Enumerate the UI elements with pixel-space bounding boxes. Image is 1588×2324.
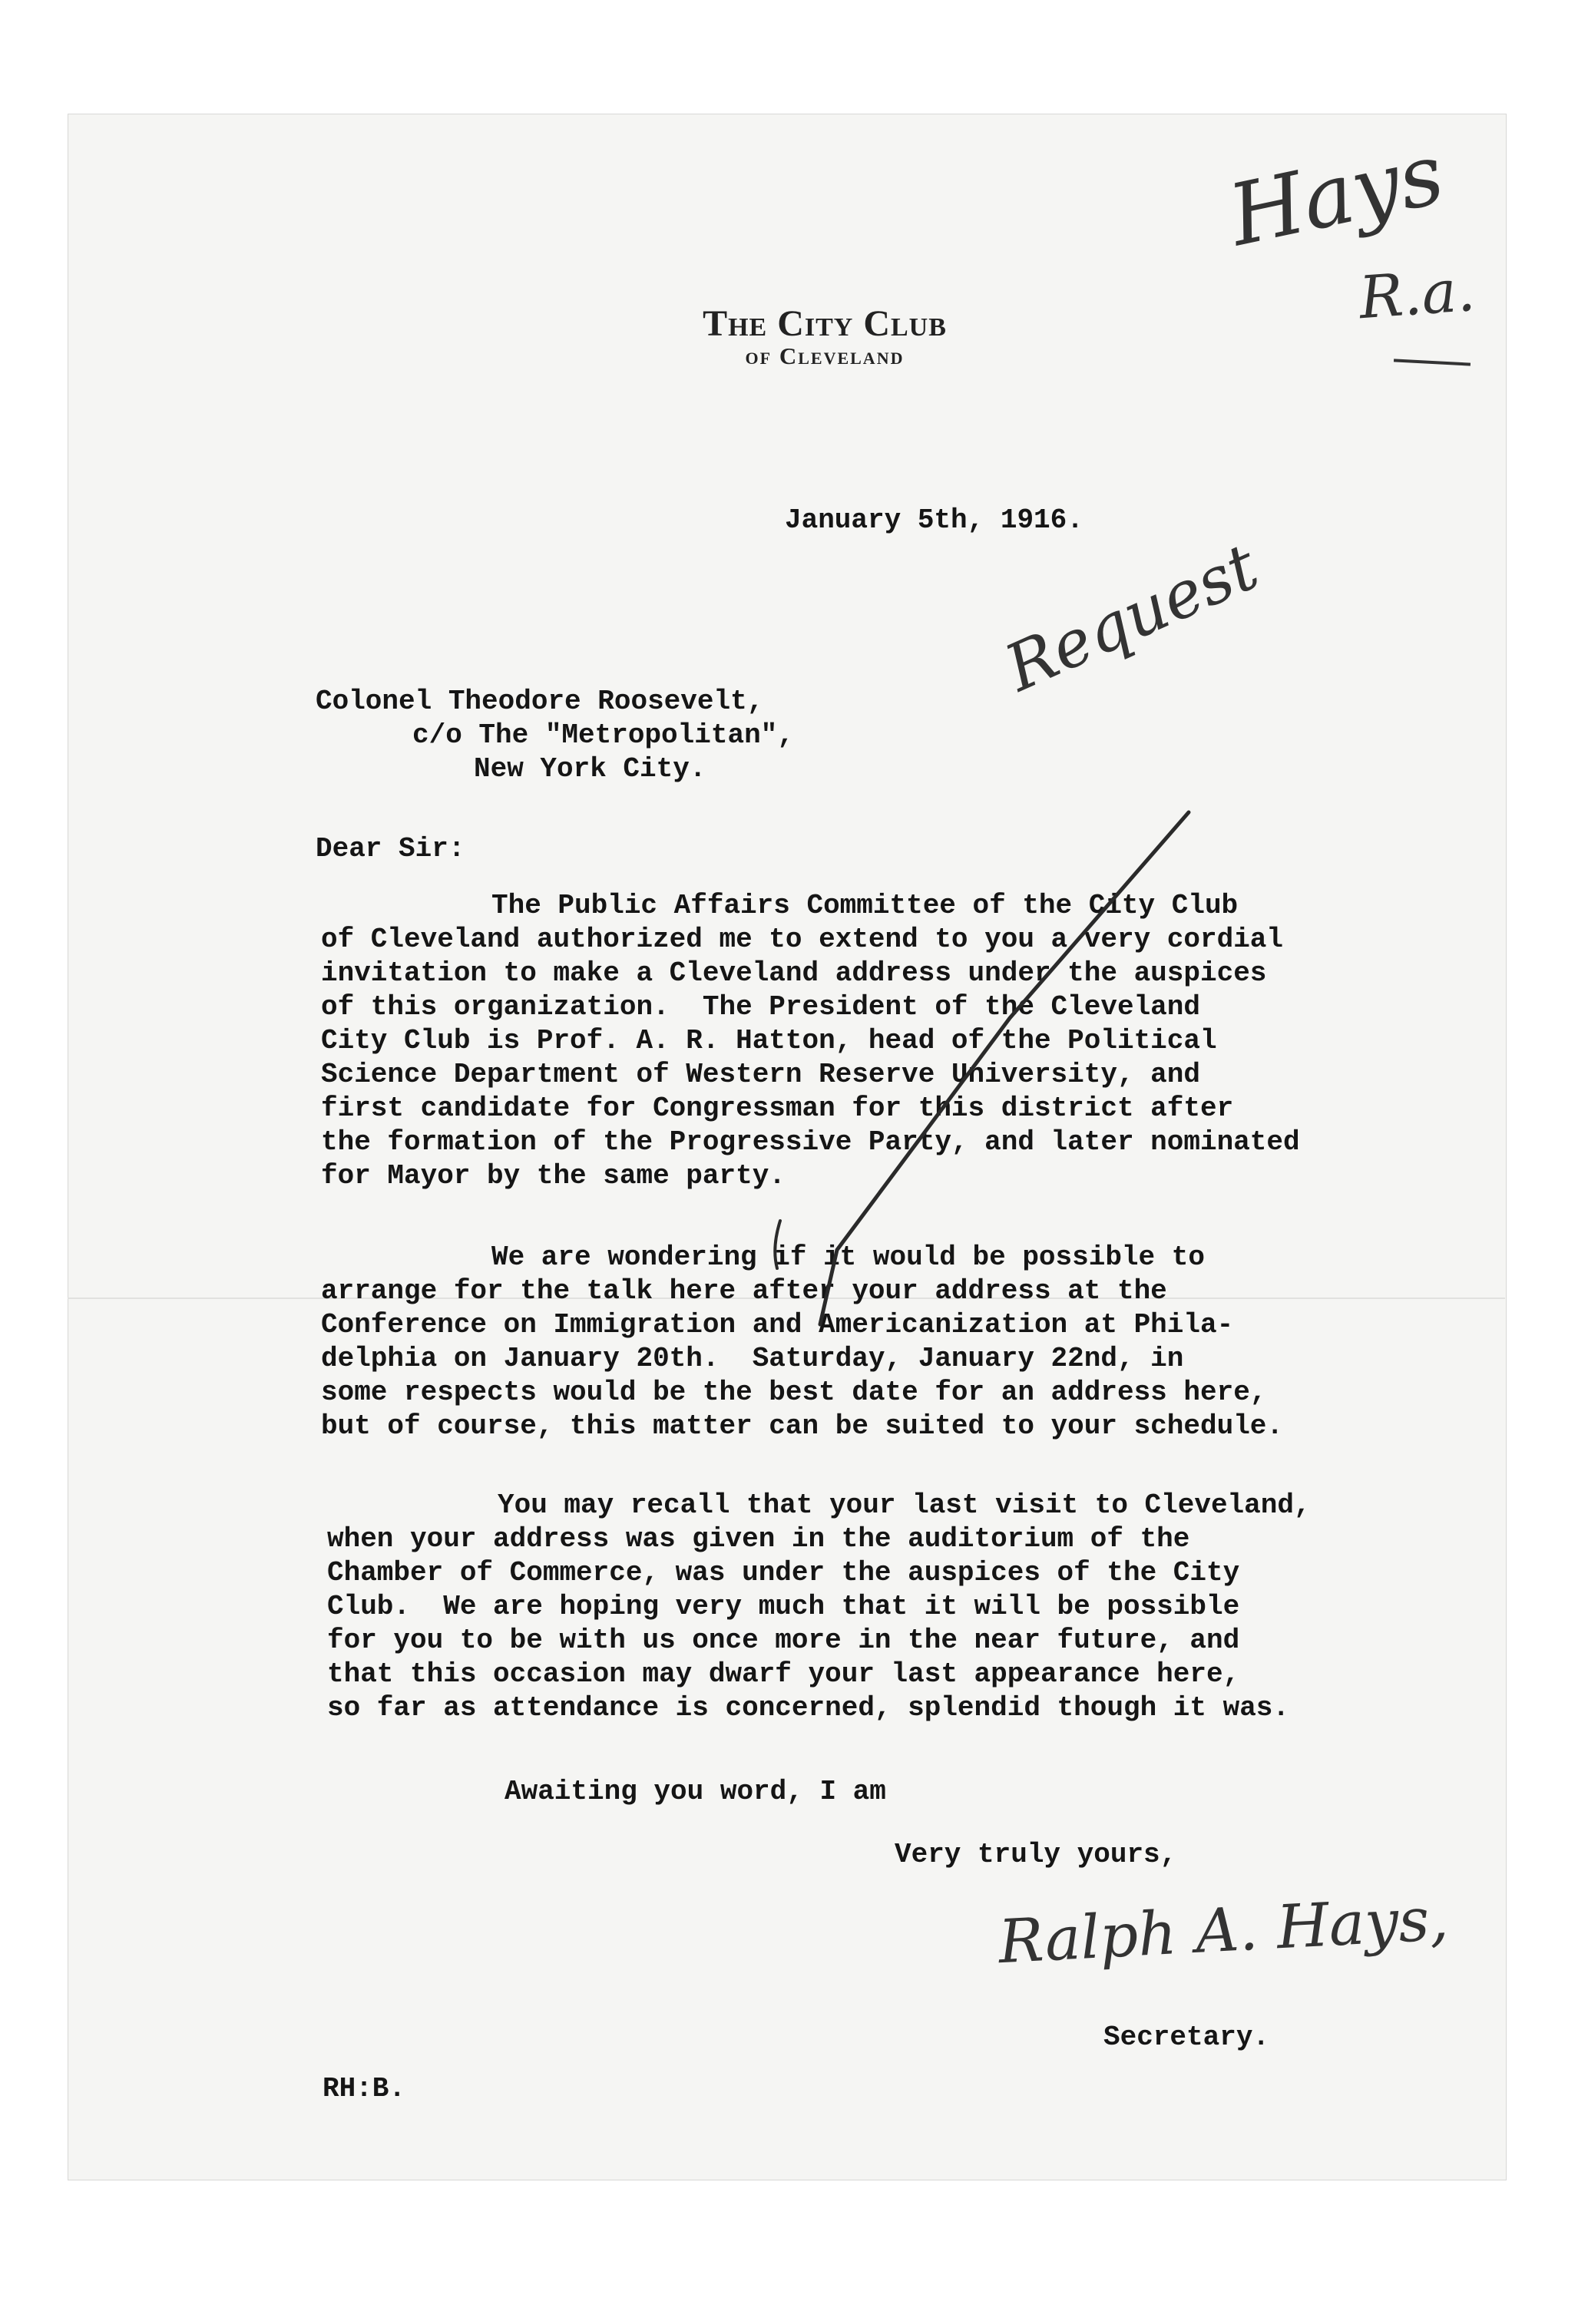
handwritten-name-hays: Hays xyxy=(1221,124,1452,266)
paragraph-1-line: for Mayor by the same party. xyxy=(321,1160,786,1192)
paragraph-1-line: first candidate for Congressman for this district after xyxy=(321,1093,1234,1124)
paragraph-3-line: so far as attendance is concerned, splendid though it was. xyxy=(327,1692,1290,1724)
paragraph-3-line: that this occasion may dwarf your last appearance here, xyxy=(327,1658,1240,1690)
signer-title: Secretary. xyxy=(1103,2022,1270,2053)
paragraph-2-line: delphia on January 20th. Saturday, January 22nd, in xyxy=(321,1343,1184,1374)
paragraph-3-line: when your address was given in the auditorium of the xyxy=(327,1523,1190,1555)
paragraph-1-line: invitation to make a Cleveland address under the auspices xyxy=(321,957,1267,989)
recipient-line-2: c/o The "Metropolitan", xyxy=(412,719,794,751)
letter-date: January 5th, 1916. xyxy=(785,504,1083,536)
paragraph-1-line: of Cleveland authorized me to extend to you a very cordial xyxy=(321,924,1284,955)
salutation: Dear Sir: xyxy=(316,833,465,864)
paragraph-1-line: City Club is Prof. A. R. Hatton, head of the Political xyxy=(321,1025,1217,1056)
reference-initials: RH:B. xyxy=(323,2073,406,2104)
letterhead-club-name: The City Club xyxy=(703,303,947,344)
paragraph-2-line: some respects would be the best date for an address here, xyxy=(321,1377,1267,1408)
paragraph-1-line: of this organization. The President of the Cleveland xyxy=(321,991,1200,1023)
paragraph-2-line: arrange for the talk here after your address at the xyxy=(321,1275,1167,1307)
recipient-line-3: New York City. xyxy=(474,753,706,785)
handwritten-initials: R.a. xyxy=(1357,255,1477,332)
letterhead-city: of Cleveland xyxy=(745,342,905,369)
paragraph-1-line: Science Department of Western Reserve University, and xyxy=(321,1059,1200,1090)
paragraph-3-line: You may recall that your last visit to Cleveland, xyxy=(498,1489,1311,1521)
paragraph-3-line: Club. We are hoping very much that it will be possible xyxy=(327,1591,1240,1622)
closing-line: Awaiting you word, I am xyxy=(505,1776,886,1807)
complimentary-close: Very truly yours, xyxy=(895,1839,1177,1870)
paragraph-2-line: We are wondering if it would be possible to xyxy=(491,1241,1205,1273)
handwritten-signature: Ralph A. Hays, xyxy=(997,1884,1451,1978)
paragraph-3-line: Chamber of Commerce, was under the auspices of the City xyxy=(327,1557,1240,1588)
paragraph-2-line: Conference on Immigration and Americanization at Phila- xyxy=(321,1309,1234,1341)
handwritten-request-note: Request xyxy=(994,528,1269,706)
paragraph-3-line: for you to be with us once more in the near future, and xyxy=(327,1625,1240,1656)
recipient-line-1: Colonel Theodore Roosevelt, xyxy=(316,686,764,717)
paragraph-2-line: but of course, this matter can be suited to your schedule. xyxy=(321,1410,1284,1442)
paragraph-1-line: the formation of the Progressive Party, and later nominated xyxy=(321,1126,1300,1158)
paragraph-1-line: The Public Affairs Committee of the City Club xyxy=(491,890,1239,921)
